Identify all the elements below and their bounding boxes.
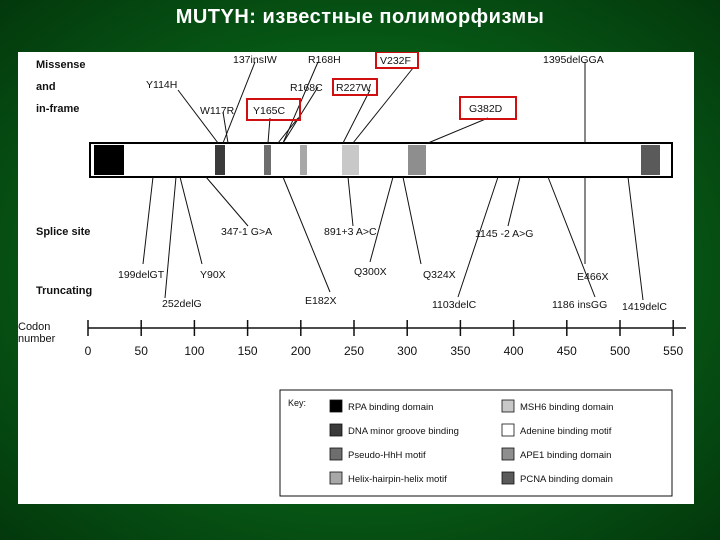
variant-1419delc: 1419delC [622, 301, 667, 313]
domain-pcna [641, 145, 660, 175]
key-item-label: Helix-hairpin-helix motif [348, 474, 447, 485]
slide-title: MUTYH: известные полиморфизмы [175, 6, 545, 28]
variant-y165c: Y165C [253, 105, 286, 117]
variant-e466x: E466X [577, 271, 609, 283]
axis-tick-label: 400 [503, 344, 524, 358]
domain-ape1 [408, 145, 426, 175]
legend-key [280, 390, 672, 496]
axis-tick-label: 50 [134, 344, 148, 358]
key-item-label: APE1 binding domain [520, 450, 612, 461]
key-item-label: Pseudo-HhH motif [348, 450, 426, 461]
key-label: Key: [288, 398, 307, 408]
protein-bar-outline [90, 143, 672, 177]
axis-tick-label: 150 [237, 344, 258, 358]
protein-diagram [18, 52, 694, 504]
variant-1103delc: 1103delC [432, 299, 477, 311]
key-swatch [502, 448, 514, 460]
label-splice-site: Splice site [36, 226, 91, 238]
variant-199delgt: 199delGT [118, 269, 165, 281]
label-codon: Codon [18, 321, 51, 333]
key-item-label: MSH6 binding domain [520, 402, 614, 413]
axis-tick-label: 550 [663, 344, 684, 358]
variant-g382d: G382D [469, 103, 503, 115]
domain-helix-hairpin-helix [300, 145, 307, 175]
domain-rpa [94, 145, 124, 175]
domain-msh6 [342, 145, 359, 175]
key-swatch [330, 424, 342, 436]
key-item-label: Adenine binding motif [520, 426, 612, 437]
label-and: and [36, 81, 56, 93]
variant-1395delgga: 1395delGGA [543, 54, 604, 66]
diagram-svg [18, 52, 694, 504]
axis-tick-label: 250 [343, 344, 365, 358]
variant-r227w: R227W [336, 82, 372, 94]
variant-1186insgg: 1186 insGG [552, 299, 608, 311]
variant-y114h: Y114H [146, 79, 178, 91]
label-in-frame: in-frame [36, 103, 80, 115]
variant-y90x: Y90X [200, 269, 226, 281]
variant-q300x: Q300X [354, 266, 387, 278]
domain-dna-minor-groove [215, 145, 225, 175]
axis-tick-label: 350 [450, 344, 471, 358]
key-swatch [502, 424, 514, 436]
codon-axis [85, 320, 686, 358]
variant-r168h: R168H [308, 54, 341, 66]
key-item-label: DNA minor groove binding [348, 426, 459, 437]
domain-pseudo-hhh [264, 145, 271, 175]
key-swatch [330, 400, 342, 412]
label-number: number [18, 333, 56, 345]
variant-e182x: E182X [305, 295, 337, 307]
variant-347-1ga: 347-1 G>A [221, 226, 273, 238]
variant-1145-2ag: 1145 -2 A>G [475, 228, 534, 240]
key-swatch [502, 400, 514, 412]
axis-tick-label: 200 [290, 344, 311, 358]
key-swatch [502, 472, 514, 484]
axis-tick-label: 100 [184, 344, 205, 358]
variant-v232f: V232F [380, 55, 411, 67]
leader-lines [143, 62, 643, 300]
key-swatch [330, 472, 342, 484]
protein-bar [90, 143, 672, 177]
variant-r168c: R168C [290, 82, 323, 94]
variant-w117r: W117R [200, 105, 235, 117]
variant-137insiw: 137insIW [233, 54, 277, 66]
key-swatch [330, 448, 342, 460]
axis-tick-label: 450 [556, 344, 577, 358]
axis-tick-label: 300 [397, 344, 418, 358]
variant-891-3ac: 891+3 A>C [324, 226, 377, 238]
axis-tick-label: 500 [609, 344, 631, 358]
label-missense: Missense [36, 59, 86, 71]
key-item-label: PCNA binding domain [520, 474, 613, 485]
key-item-label: RPA binding domain [348, 402, 434, 413]
label-truncating: Truncating [36, 285, 93, 297]
variant-252delg: 252delG [162, 298, 202, 310]
variant-q324x: Q324X [423, 269, 456, 281]
axis-tick-label: 0 [84, 344, 92, 358]
